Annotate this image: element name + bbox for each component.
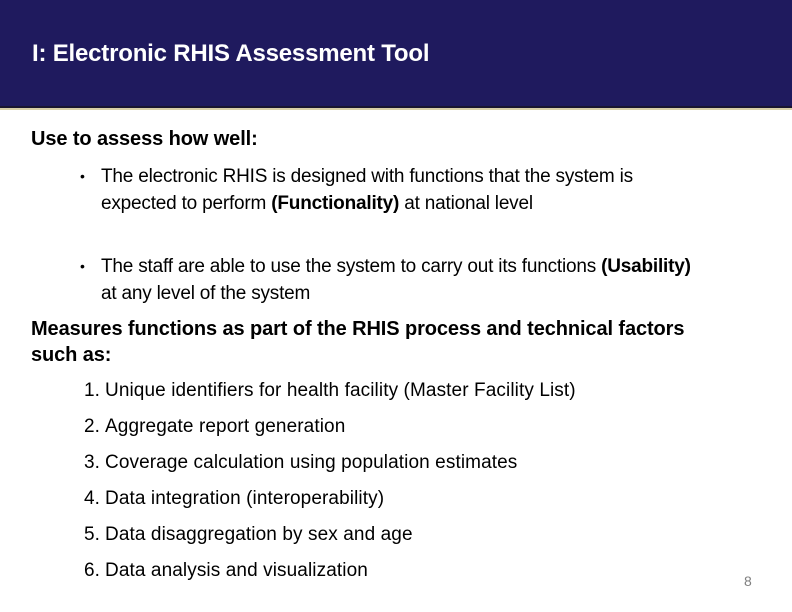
slide-title: I: Electronic RHIS Assessment Tool (32, 40, 430, 67)
list-item-number: 4. (84, 488, 101, 509)
list-item-text: Coverage calculation using population estimates (105, 452, 518, 473)
bullet-text (101, 163, 661, 217)
list-item (84, 379, 576, 403)
section-heading-measures: Measures functions as part of the RHIS process and technical factors such as: (31, 318, 685, 366)
bullet-text-part: The electronic RHIS is designed with functions that the system is expected to perform (101, 166, 633, 214)
page-number: 8 (744, 573, 752, 589)
bullet-icon: • (80, 258, 85, 274)
list-item (84, 415, 345, 439)
list-item-number: 5. (84, 524, 101, 545)
bullet-emphasis: (Usability) (601, 256, 691, 277)
list-item-text: Unique identifiers for health facility (Master Facility List) (105, 380, 576, 401)
bullet-icon: • (80, 168, 85, 184)
header-divider-tan (0, 108, 792, 110)
list-item-text: Data disaggregation by sex and age (105, 524, 413, 545)
list-item-text: Aggregate report generation (105, 416, 346, 437)
list-item (84, 523, 413, 547)
list-item-number: 2. (84, 416, 101, 437)
bullet-text-part: The staff are able to use the system to carry out its functions (101, 256, 602, 277)
list-item (84, 451, 517, 475)
bullet-text-part: at national level (399, 193, 533, 214)
list-item (84, 559, 368, 583)
list-item (84, 487, 384, 511)
bullet-text-part: at any level of the system (101, 283, 311, 304)
list-item-text: Data analysis and visualization (105, 560, 368, 581)
bullet-text (101, 253, 701, 307)
list-item-number: 1. (84, 380, 101, 401)
list-item-text: Data integration (interoperability) (105, 488, 385, 509)
list-item-number: 3. (84, 452, 101, 473)
list-item-number: 6. (84, 560, 101, 581)
bullet-emphasis: (Functionality) (271, 193, 400, 214)
section-heading-assess: Use to assess how well: (31, 128, 258, 150)
